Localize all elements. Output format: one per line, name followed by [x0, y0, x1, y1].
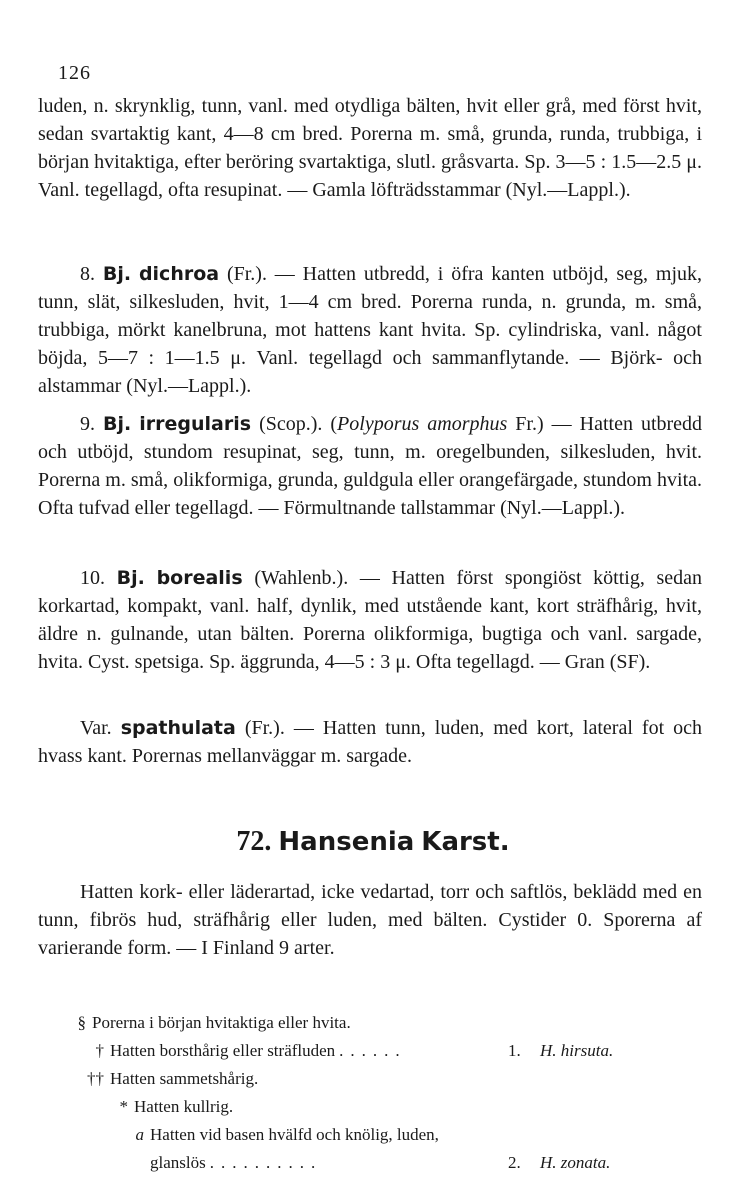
- entry-text-a: (Scop.). (: [259, 413, 338, 435]
- species-name: dichroa: [138, 263, 220, 285]
- synonym-name: Polyporus amorphus: [337, 413, 508, 435]
- key-text: Hatten sammetshårig.: [110, 1069, 259, 1088]
- key-symbol: a: [135, 1125, 144, 1144]
- variety-name: spathulata: [120, 717, 236, 739]
- key-row: [76, 1066, 258, 1092]
- page-number: 126: [58, 62, 91, 84]
- entry-text-b: Fr.) — Hatten utbredd och utböjd, stundom resupinat, seg, tunn, m. oregelbunden, silkesluden, hvit. Porerna m. små, olikformiga, grunda, guldgula eller orangefärgade, stundom hvita. Ofta tufvad eller tegellagd. — Förmultnande tallstammar (Nyl.—Lappl.).: [38, 413, 703, 519]
- paragraph-intro-text: luden, n. skrynklig, tunn, vanl. med otydliga bälten, hvit eller grå, med först hvit, sedan svartaktig kant, 4—8 cm bred. Porerna m. små, grunda, runda, trubbiga, i början hvitaktiga, efter beröring svartaktiga, slutl. gråsvarta. Sp. 3—5 : 1.5—2.5 μ. Vanl. tegellagd, ofta resupinat. — Gamla löfträdsstammar (Nyl.—Lappl.).: [38, 95, 702, 201]
- species-name: irregularis: [139, 413, 252, 435]
- genus-number: 72.: [236, 826, 272, 857]
- entry-number: 9.: [80, 413, 95, 435]
- entry-text: (Wahlenb.). — Hatten först spongiöst köttig, sedan korkartad, kompakt, vanl. half, dynlik, med utstående kant, kort sträfhårig, hvit, äldre n. gulnande, utan bälten. Porerna olikformiga, bugtiga och vanl. sargade, hvita. Cyst. spetsiga. Sp. äggrunda, 4—5 : 3 μ. Ofta tegellagd. — Gran (SF).: [38, 567, 703, 673]
- entry-text: (Fr.). — Hatten utbredd, i öfra kanten utböjd, seg, mjuk, tunn, slät, silkesluden, hvit, 1—4 cm bred. Porerna runda, n. grunda, m. små, trubbiga, mörkt kanelbruna, mot hattens kant hvita. Sp. cylindriska, vanl. något böjda, 5—7 : 1—1.5 μ. Vanl. tegellagd och sammanflytande. — Björk- och alstammar (Nyl.—Lappl.).: [38, 263, 703, 397]
- key-species: H. zonata.: [540, 1153, 611, 1172]
- key-text: Hatten borsthårig eller sträfluden: [110, 1041, 336, 1060]
- genus-description-text: Hatten kork- eller läderartad, icke vedartad, torr och saftlös, beklädd med en tunn, fibrös hud, sträfhårig eller luden, med bälten. Cystider 0. Sporerna af varierande form. — I Finland 9 arter.: [38, 881, 702, 959]
- key-symbol: ††: [87, 1069, 104, 1088]
- key-symbol: †: [95, 1041, 104, 1060]
- key-number: 1.: [508, 1041, 521, 1060]
- key-text: Hatten vid basen hvälfd och knölig, luden,: [150, 1125, 439, 1144]
- species-entry-10: [38, 564, 702, 676]
- key-text: glanslös: [150, 1153, 206, 1172]
- variety-entry: [38, 714, 702, 770]
- key-row: [116, 1122, 439, 1148]
- key-symbol: *: [119, 1097, 128, 1116]
- key-number: 2.: [508, 1153, 521, 1172]
- key-row: [100, 1094, 233, 1120]
- genus-abbrev: Bj.: [103, 413, 132, 435]
- key-leader-dots: ......: [339, 1041, 407, 1060]
- genus-heading: [0, 826, 746, 858]
- key-symbol: §: [77, 1013, 86, 1032]
- key-text: Hatten kullrig.: [134, 1097, 234, 1116]
- genus-name: Hansenia: [278, 827, 415, 857]
- key-row: [116, 1150, 736, 1176]
- species-entry-9: [38, 410, 702, 522]
- genus-author: Karst.: [421, 827, 510, 857]
- key-leader-dots: ..........: [209, 1153, 323, 1172]
- genus-description: [38, 878, 702, 962]
- species-name: borealis: [156, 567, 243, 589]
- genus-abbrev: Bj.: [116, 567, 145, 589]
- key-species: H. hirsuta.: [540, 1041, 614, 1060]
- variety-prefix: Var.: [80, 717, 112, 739]
- key-row: [58, 1010, 351, 1036]
- paragraph-intro: [38, 92, 702, 204]
- key-text: Porerna i början hvitaktiga eller hvita.: [92, 1013, 351, 1032]
- entry-number: 10.: [80, 567, 105, 589]
- species-entry-8: [38, 260, 702, 400]
- entry-number: 8.: [80, 263, 95, 285]
- variety-text: (Fr.). — Hatten tunn, luden, med kort, lateral fot och hvass kant. Porernas mellanväggar m. sargade.: [38, 717, 703, 767]
- key-row: [76, 1038, 736, 1064]
- genus-abbrev: Bj.: [102, 263, 132, 285]
